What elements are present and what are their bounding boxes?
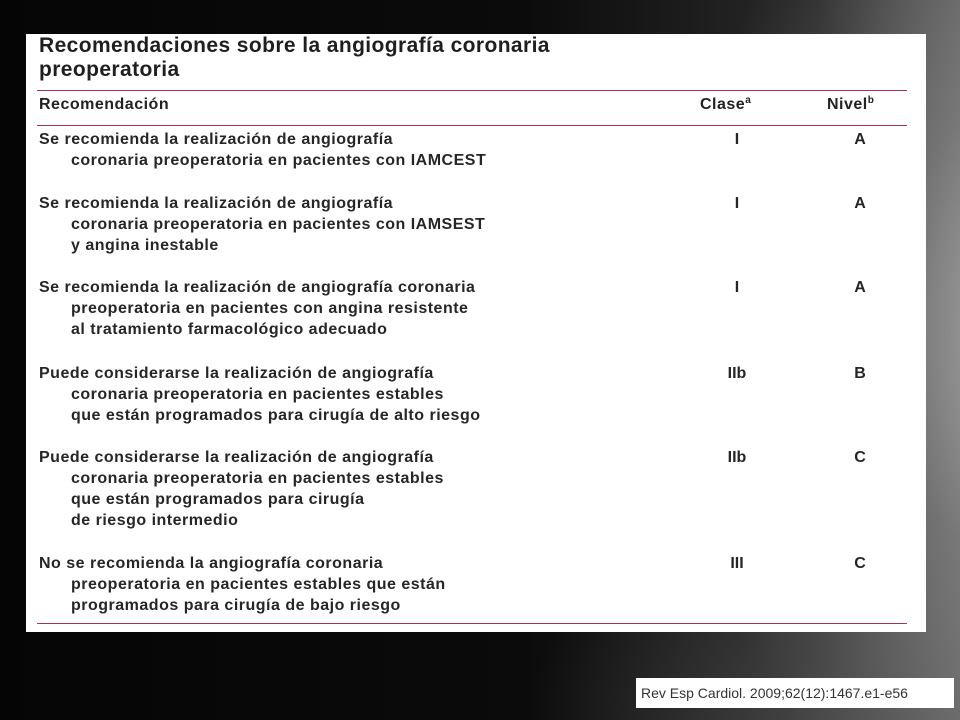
column-header-recommendation-label: Recomendación bbox=[39, 96, 170, 113]
column-header-recommendation bbox=[39, 95, 169, 115]
column-header-level bbox=[827, 95, 874, 115]
table-title-line-1: Recomendaciones sobre la angiografía coronaria bbox=[39, 34, 550, 57]
recommendation-text bbox=[39, 193, 679, 256]
recommendation-line: Puede considerarse la realización de angiografía bbox=[39, 449, 434, 466]
recommendation-line: y angina inestable bbox=[71, 237, 219, 254]
level-cell: C bbox=[854, 449, 866, 466]
recommendation-line: Se recomienda la realización de angiografía coronaria bbox=[39, 279, 476, 296]
recommendation-line: Puede considerarse la realización de angiografía bbox=[39, 365, 434, 382]
level-cell: A bbox=[854, 131, 866, 148]
recommendation-line: coronaria preoperatoria en pacientes con IAMCEST bbox=[71, 152, 487, 169]
citation-text: Rev Esp Cardiol. 2009;62(12):1467.e1-e56 bbox=[641, 685, 908, 701]
table-title bbox=[39, 34, 919, 82]
level-cell: A bbox=[854, 195, 866, 212]
column-header-class-label: Clase bbox=[700, 96, 746, 113]
class-cell: I bbox=[734, 195, 740, 212]
recommendation-line: coronaria preoperatoria en pacientes estables bbox=[71, 386, 444, 403]
recommendation-line: Se recomienda la realización de angiografía bbox=[39, 131, 394, 148]
recommendation-text bbox=[39, 447, 679, 531]
recommendation-line: preoperatoria en pacientes estables que están bbox=[71, 576, 446, 593]
class-cell: IIb bbox=[727, 365, 747, 382]
header-top-rule bbox=[37, 90, 907, 91]
recommendation-line: preoperatoria en pacientes con angina resistente bbox=[71, 300, 469, 317]
class-cell: I bbox=[734, 131, 740, 148]
class-cell: IIb bbox=[727, 449, 747, 466]
column-header-class-footnote: a bbox=[745, 95, 752, 106]
column-header-level-label: Nivel bbox=[827, 96, 868, 113]
level-cell: A bbox=[854, 279, 866, 296]
recommendation-text bbox=[39, 129, 679, 171]
recommendation-line: No se recomienda la angiografía coronaria bbox=[39, 555, 384, 572]
recommendation-line: coronaria preoperatoria en pacientes estables bbox=[71, 470, 444, 487]
header-bottom-rule bbox=[37, 125, 907, 126]
class-cell: III bbox=[730, 555, 744, 572]
slide-panel bbox=[26, 34, 926, 632]
column-header-class bbox=[700, 95, 751, 115]
recommendation-line: al tratamiento farmacológico adecuado bbox=[71, 321, 388, 338]
recommendation-line: que están programados para cirugía bbox=[71, 491, 365, 508]
recommendation-line: de riesgo intermedio bbox=[71, 512, 239, 529]
recommendation-text bbox=[39, 363, 679, 426]
recommendation-text bbox=[39, 277, 679, 340]
table-title-line-2: preoperatoria bbox=[39, 58, 180, 81]
column-header-level-footnote: b bbox=[867, 95, 875, 106]
recommendation-line: programados para cirugía de bajo riesgo bbox=[71, 597, 401, 614]
recommendation-line: Se recomienda la realización de angiografía bbox=[39, 195, 394, 212]
class-cell: I bbox=[734, 279, 740, 296]
recommendation-line: coronaria preoperatoria en pacientes con IAMSEST bbox=[71, 216, 486, 233]
table-bottom-rule bbox=[37, 623, 907, 624]
level-cell: C bbox=[854, 555, 866, 572]
recommendation-line: que están programados para cirugía de alto riesgo bbox=[71, 407, 481, 424]
citation-box bbox=[636, 678, 954, 708]
recommendation-text bbox=[39, 553, 679, 616]
level-cell: B bbox=[854, 365, 866, 382]
